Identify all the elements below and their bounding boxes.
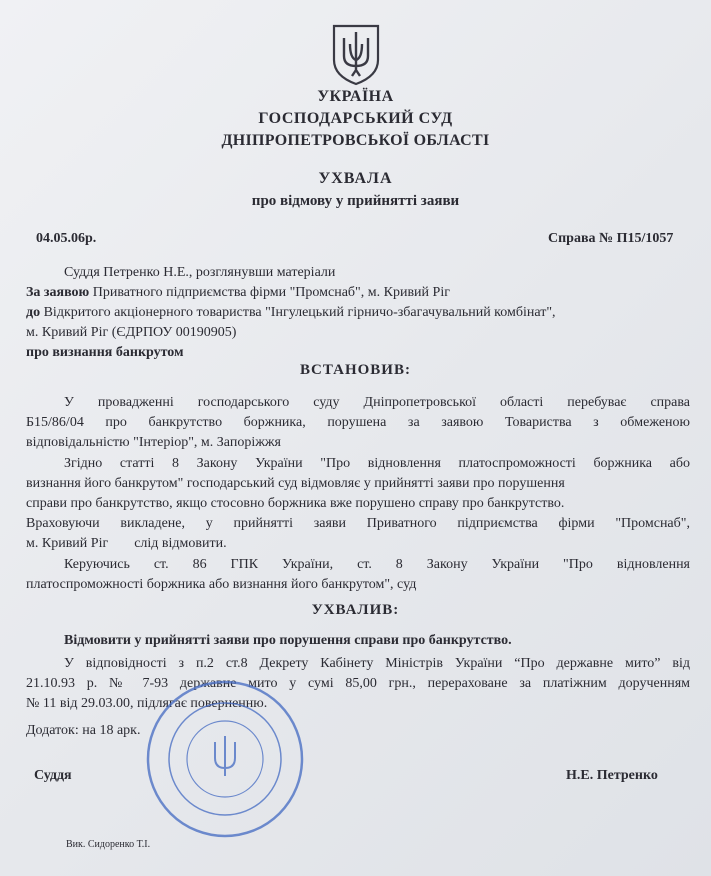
section-established: ВСТАНОВИВ: xyxy=(300,362,411,378)
document-type: УХВАЛА xyxy=(318,170,393,187)
trident-emblem-icon xyxy=(330,22,382,86)
ruling-fee-line2: 21.10.93 р. № 7-93 державне мито у сумі 85,00 грн., перераховане за платіжним дорученням xyxy=(26,676,690,691)
court-seal-stamp xyxy=(144,678,306,840)
matter-line: про визнання банкрутом xyxy=(26,345,184,360)
established-p4-line1: Керуючись ст. 86 ГПК України, ст. 8 Закону України "Про відновлення xyxy=(64,557,690,572)
respondent-city: м. Кривий Ріг (ЄДРПОУ 00190905) xyxy=(26,325,237,340)
court-title: ГОСПОДАРСЬКИЙ СУД xyxy=(258,110,453,127)
established-p1-line1: У провадженні господарського суду Дніпропетровської області перебуває справа xyxy=(64,395,690,410)
attachment-note: Додаток: на 18 арк. xyxy=(26,723,141,738)
respondent-line: до Відкритого акціонерного товариства "Інгулецький гірничо-збагачувальний комбінат", xyxy=(26,305,556,320)
country-title: УКРАЇНА xyxy=(317,88,394,105)
region-title: ДНІПРОПЕТРОВСЬКОЇ ОБЛАСТІ xyxy=(221,132,490,149)
section-ruled: УХВАЛИВ: xyxy=(311,602,400,618)
established-p4-line2: платоспроможності боржника або визнання його банкрутом", суд xyxy=(26,577,417,592)
judge-intro: Суддя Петренко Н.Е., розглянувши матеріали xyxy=(64,265,336,280)
applicant-line: За заявою Приватного підприємства фірми "Промснаб", м. Кривий Ріг xyxy=(26,285,450,300)
case-number: Справа № П15/1057 xyxy=(548,231,674,246)
established-p1-line3: відповідальністю "Інтеріор", м. Запоріжжя xyxy=(26,435,281,450)
ruling-decision: Відмовити у прийнятті заяви про порушення справи про банкрутство. xyxy=(64,633,512,648)
established-p1-line2: Б15/86/04 про банкрутство боржника, порушена за заявою Товариства з обмеженою xyxy=(26,415,690,430)
established-p3-line1: Враховуючи викладене, у прийнятті заяви Приватного підприємства фірми "Промснаб", xyxy=(26,516,690,531)
established-p2-line2: визнання його банкрутом" господарський суд відмовляє у прийнятті заяви про порушення xyxy=(26,476,565,491)
document-date: 04.05.06р. xyxy=(36,231,97,246)
executor-note: Вик. Сидоренко Т.І. xyxy=(66,839,151,850)
established-p2-line3: справи про банкрутство, якщо стосовно боржника вже порушено справу про банкрутство. xyxy=(26,496,565,511)
established-p3-line2: м. Кривий Ріг слід відмовити. xyxy=(26,536,227,551)
ruling-fee-line1: У відповідності з п.2 ст.8 Декрету Кабінету Міністрів України “Про державне мито” від xyxy=(64,656,690,671)
judge-name: Н.Е. Петренко xyxy=(566,768,658,783)
established-p2-line1: Згідно статті 8 Закону України "Про відновлення платоспроможності боржника або xyxy=(64,456,690,471)
document-subject: про відмову у прийнятті заяви xyxy=(251,193,460,209)
ruling-fee-line3: № 11 від 29.03.00, підлягає поверненню. xyxy=(26,696,268,711)
signature-label: Суддя xyxy=(34,768,72,783)
